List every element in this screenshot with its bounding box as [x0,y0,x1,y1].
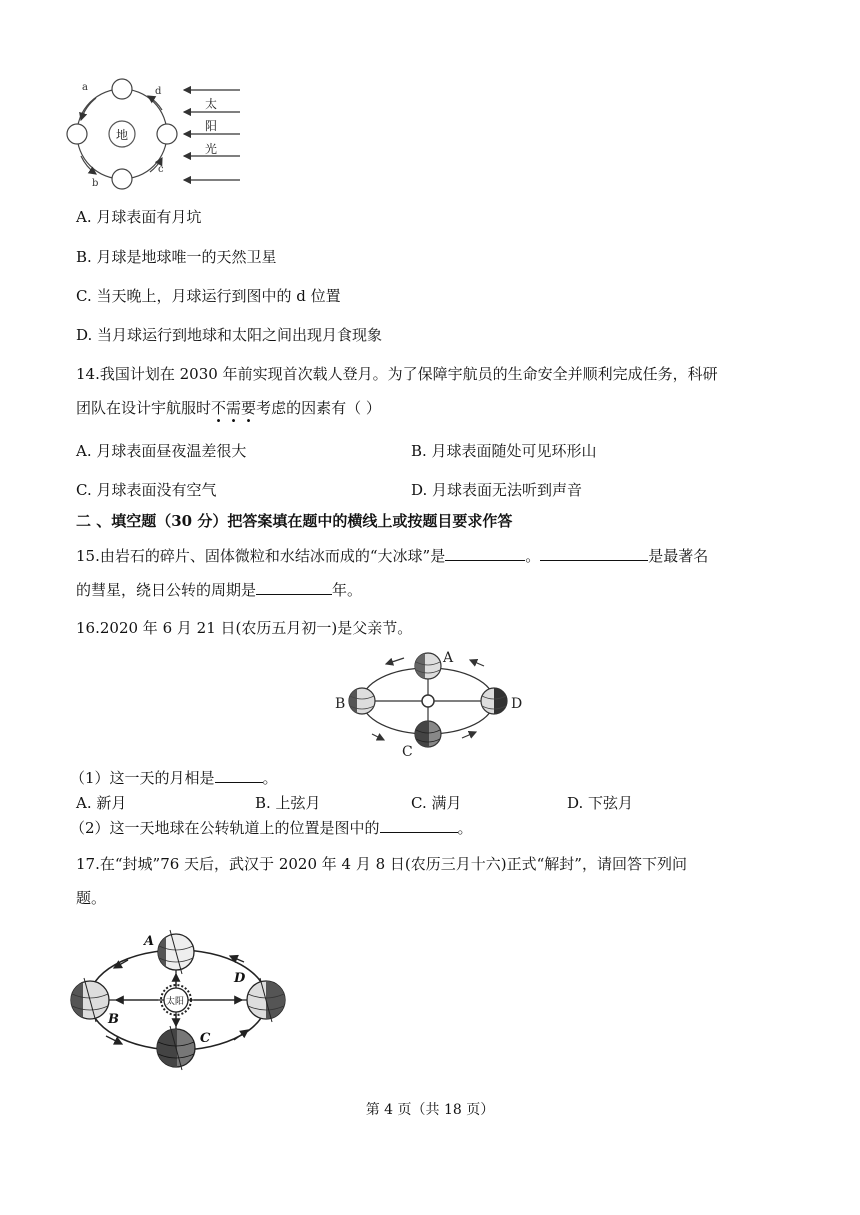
q16-sub1-text: （1）这一天的月相是 [70,769,215,787]
label-b: b [92,178,99,189]
season-label-d: D [234,971,246,986]
q16-option-b: B. 上弦月 [255,794,321,812]
q13-option-a: A. 月球表面有月坑 [76,208,202,226]
orbit-arrow-bl [372,734,384,740]
orbit-arrow-tr [470,660,484,666]
moon-orbit-figure [62,74,244,192]
earth-c [415,721,441,747]
fig2-label-a: A [443,650,454,666]
q15-text-4: 的彗星，绕日公转的周期是 [76,581,257,599]
q14-stem-line1: 14.我国计划在 2030 年前实现首次载人登月。为了保障宇航员的生命安全并顺利完成任务，科研 [76,365,718,383]
q17-stem-line1: 17.在“封城”76 天后，武汉于 2020 年 4 月 8 日(农历三月十六)正式“解封”，请回答下列问 [76,855,687,873]
q14-emph-2: 需 [226,399,242,417]
fig2-label-c: C [402,744,413,760]
section-2-heading: 二 、填空题（30 分）把答案填在题中的横线上或按题目要求作答 [76,512,513,530]
q15-text-5: 年。 [332,581,363,599]
sun-char-2: 阳 [205,119,218,133]
q15-text-3: 是最著名 [648,547,709,565]
orbit-arrow-left [81,98,96,120]
label-a: a [82,82,88,93]
q16-sub2-end: 。 [457,819,473,837]
q15-text-1: 15.由岩石的碎片、固体微粒和水结冰而成的“大冰球”是 [76,547,446,565]
sun-circle [422,695,434,707]
season-earth-d [247,978,285,1022]
orbit-arrow-br [462,732,476,738]
q17-stem-line2: 题。 [76,889,107,907]
q16-sub2-text: （2）这一天地球在公转轨道上的位置是图中的 [70,819,380,837]
season-earth-c [157,1026,195,1070]
q14-option-c: C. 月球表面没有空气 [76,481,217,499]
seasons-orbit-arrow-br [234,1030,248,1040]
orbit-arrow-bottom-left [81,156,96,174]
q13-option-c: C. 当天晚上，月球运行到图中的 d 位置 [76,287,341,305]
earth-a [415,653,441,679]
q14-option-d: D. 月球表面无法听到声音 [411,481,583,499]
season-label-b: B [108,1012,119,1027]
orbit-arrow-tl [386,658,404,664]
q14-option-a: A. 月球表面昼夜温差很大 [76,442,247,460]
page-footer: 第 4 页（共 18 页） [365,1102,495,1118]
earth-orbit-figure [334,646,528,760]
label-d: d [155,86,162,97]
moon-bottom [112,169,132,189]
moon-left [67,124,87,144]
q14-stem-post: 考虑的因素有（ ） [256,399,381,417]
fig2-label-b: B [335,696,346,712]
q16-sub1-end: 。 [262,769,278,787]
moon-top [112,79,132,99]
season-label-c: C [200,1031,211,1046]
season-earth-a [158,930,194,974]
sun-label: 太阳 [166,997,185,1007]
q15-blank-2[interactable] [540,546,648,561]
earth-d [481,688,507,714]
q16-option-d: D. 下弦月 [567,794,634,812]
q16-title: 16.2020 年 6 月 21 日(农历五月初一)是父亲节。 [76,619,413,637]
q15-line2 [76,580,362,600]
q16-sub2 [70,818,473,838]
season-earth-b [71,978,109,1022]
q14-emph-3: 要 [241,399,257,417]
q16-option-a: A. 新月 [76,794,127,812]
q15-text-2: 。 [525,547,541,565]
label-c: c [158,164,164,175]
q14-stem-line2 [76,398,381,418]
q16-blank-1[interactable] [215,768,263,783]
q13-option-b: B. 月球是地球唯一的天然卫星 [76,248,277,266]
season-label-a: A [144,934,155,949]
q16-option-c: C. 满月 [411,794,462,812]
q14-option-b: B. 月球表面随处可见环形山 [411,442,597,460]
fig2-label-d: D [511,696,523,712]
q14-emph-1: 不 [211,399,227,417]
earth-b [349,688,375,714]
sun-char-1: 太 [205,97,218,111]
q16-blank-2[interactable] [380,818,458,833]
q14-stem-pre: 团队在设计宇航服时 [76,399,212,417]
q16-sub1 [70,768,278,788]
seasons-orbit-figure [66,926,292,1072]
q13-option-d: D. 当月球运行到地球和太阳之间出现月食现象 [76,326,383,344]
q15-blank-3[interactable] [256,580,332,595]
moon-right [157,124,177,144]
q15-line1 [76,546,708,566]
sun-char-3: 光 [205,142,218,156]
q15-blank-1[interactable] [445,546,525,561]
earth-label: 地 [116,128,129,142]
